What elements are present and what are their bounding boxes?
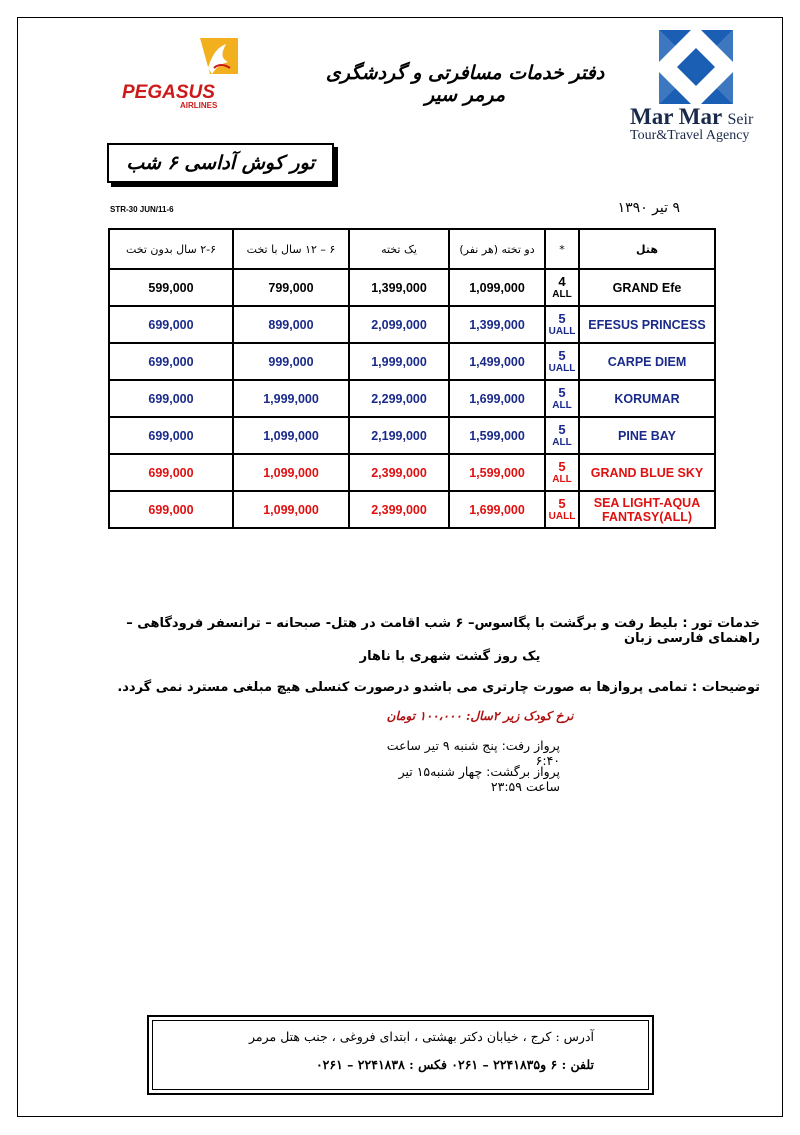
cell-child-bed: 899,000	[233, 306, 349, 343]
table-row	[109, 491, 715, 528]
cell-hotel: GRAND Efe	[579, 269, 715, 306]
flight-back-note: پرواز برگشت: چهار شنبه۱۵ تیر ساعت ۲۳:۵۹	[398, 764, 560, 794]
pegasus-wing-icon	[190, 38, 238, 86]
cell-single: 1,999,000	[349, 343, 449, 380]
pegasus-logo	[122, 38, 240, 110]
services-note-2: یک روز گشت شهری با ناهار	[359, 649, 541, 664]
marmar-logo-icon	[655, 26, 737, 108]
board-type: ALL	[552, 399, 572, 411]
cell-hotel: CARPE DIEM	[579, 343, 715, 380]
company-title-fa: دفتر خدمات مسافرتی و گردشگری مرمر سیر	[325, 62, 605, 106]
star-count: 5	[558, 495, 566, 511]
cell-stars	[545, 306, 579, 343]
flight-out-note: پرواز رفت: پنج شنبه ۹ تیر ساعت ۶:۴۰	[386, 738, 560, 768]
table-row	[109, 306, 715, 343]
cell-child-nobed: 699,000	[109, 306, 233, 343]
cell-hotel: GRAND BLUE SKY	[579, 454, 715, 491]
cell-stars	[545, 491, 579, 528]
company-name-en	[630, 104, 770, 130]
header-hotel: هتل	[579, 229, 715, 269]
cell-hotel: PINE BAY	[579, 417, 715, 454]
cell-single: 2,099,000	[349, 306, 449, 343]
cell-child-bed: 1,099,000	[233, 417, 349, 454]
star-count: 5	[558, 310, 566, 326]
table-header-row	[109, 229, 715, 269]
cell-double: 1,599,000	[449, 417, 545, 454]
board-type: ALL	[552, 436, 572, 448]
star-count: 4	[558, 273, 566, 289]
cell-double: 1,599,000	[449, 454, 545, 491]
cell-child-bed: 799,000	[233, 269, 349, 306]
phone-line: تلفن : ۶ و۲۲۴۱۸۳۵ – ۰۲۶۱ فکس : ۲۲۴۱۸۳۸ – ۰۲۶۱	[315, 1057, 594, 1072]
header-single: یک تخته	[349, 229, 449, 269]
services-note: خدمات تور : بلیط رفت و برگشت با پگاسوس– ۶ شب اقامت در هتل- صبحانه – ترانسفر فرودگاهی –راهنمای فارسی زبان	[126, 616, 760, 646]
table-row	[109, 417, 715, 454]
cell-hotel: SEA LIGHT-AQUA FANTASY(ALL)	[579, 491, 715, 528]
cell-child-nobed: 699,000	[109, 380, 233, 417]
cell-child-bed: 1,999,000	[233, 380, 349, 417]
address-box	[147, 1015, 654, 1095]
cell-single: 2,299,000	[349, 380, 449, 417]
header-child-nobed: ۲-۶ سال بدون تخت	[109, 229, 233, 269]
board-type: UALL	[548, 510, 576, 522]
tour-code: STR-30 JUN/11-6	[110, 205, 174, 214]
header-double: دو تخته (هر نفر)	[449, 229, 545, 269]
cell-stars	[545, 417, 579, 454]
star-count: 5	[558, 347, 566, 363]
board-type: UALL	[548, 362, 576, 374]
star-count: 5	[558, 458, 566, 474]
cell-child-nobed: 699,000	[109, 491, 233, 528]
header-star: *	[545, 229, 579, 269]
star-count: 5	[558, 384, 566, 400]
infant-rate-note: نرخ کودک زیر ۲سال: ۱۰۰،۰۰۰ تومان	[386, 709, 574, 723]
company-name-main: Mar Mar	[630, 104, 722, 129]
cell-child-nobed: 699,000	[109, 343, 233, 380]
cell-child-nobed: 599,000	[109, 269, 233, 306]
cell-child-nobed: 699,000	[109, 454, 233, 491]
price-table	[108, 228, 716, 529]
cell-double: 1,499,000	[449, 343, 545, 380]
board-type: UALL	[548, 325, 576, 337]
cell-single: 1,399,000	[349, 269, 449, 306]
tour-title: تور کوش آداسی ۶ شب	[107, 143, 334, 183]
company-agency-en: Tour&Travel Agency	[630, 128, 750, 143]
cell-single: 2,199,000	[349, 417, 449, 454]
airline-name: PEGASUS	[122, 82, 215, 103]
table-row	[109, 269, 715, 306]
header-child-bed: ۶ – ۱۲ سال با تخت	[233, 229, 349, 269]
star-count: 5	[558, 421, 566, 437]
cell-stars	[545, 343, 579, 380]
board-type: ALL	[552, 473, 572, 485]
airline-sub: AIRLINES	[180, 101, 218, 110]
cell-hotel: KORUMAR	[579, 380, 715, 417]
cell-child-bed: 1,099,000	[233, 491, 349, 528]
board-type: ALL	[552, 288, 572, 300]
cell-double: 1,399,000	[449, 306, 545, 343]
address-line: آدرس : کرج ، خیابان دکتر بهشتی ، ابتدای فروغی ، جنب هتل مرمر	[249, 1029, 594, 1044]
cell-double: 1,699,000	[449, 491, 545, 528]
tour-date: ۹ تیر ۱۳۹۰	[617, 200, 680, 216]
cell-single: 2,399,000	[349, 491, 449, 528]
cell-hotel: EFESUS PRINCESS	[579, 306, 715, 343]
company-name-suffix: Seir	[727, 111, 754, 128]
cell-double: 1,099,000	[449, 269, 545, 306]
table-row	[109, 454, 715, 491]
description-note: توضیحات : تمامی پروازها به صورت چارتری می باشدو درصورت کنسلی هیچ مبلغی مسترد نمی گردد.	[117, 680, 760, 695]
cell-single: 2,399,000	[349, 454, 449, 491]
cell-double: 1,699,000	[449, 380, 545, 417]
cell-stars	[545, 269, 579, 306]
table-row	[109, 380, 715, 417]
table-row	[109, 343, 715, 380]
cell-child-bed: 999,000	[233, 343, 349, 380]
cell-child-nobed: 699,000	[109, 417, 233, 454]
cell-stars	[545, 380, 579, 417]
cell-child-bed: 1,099,000	[233, 454, 349, 491]
cell-stars	[545, 454, 579, 491]
